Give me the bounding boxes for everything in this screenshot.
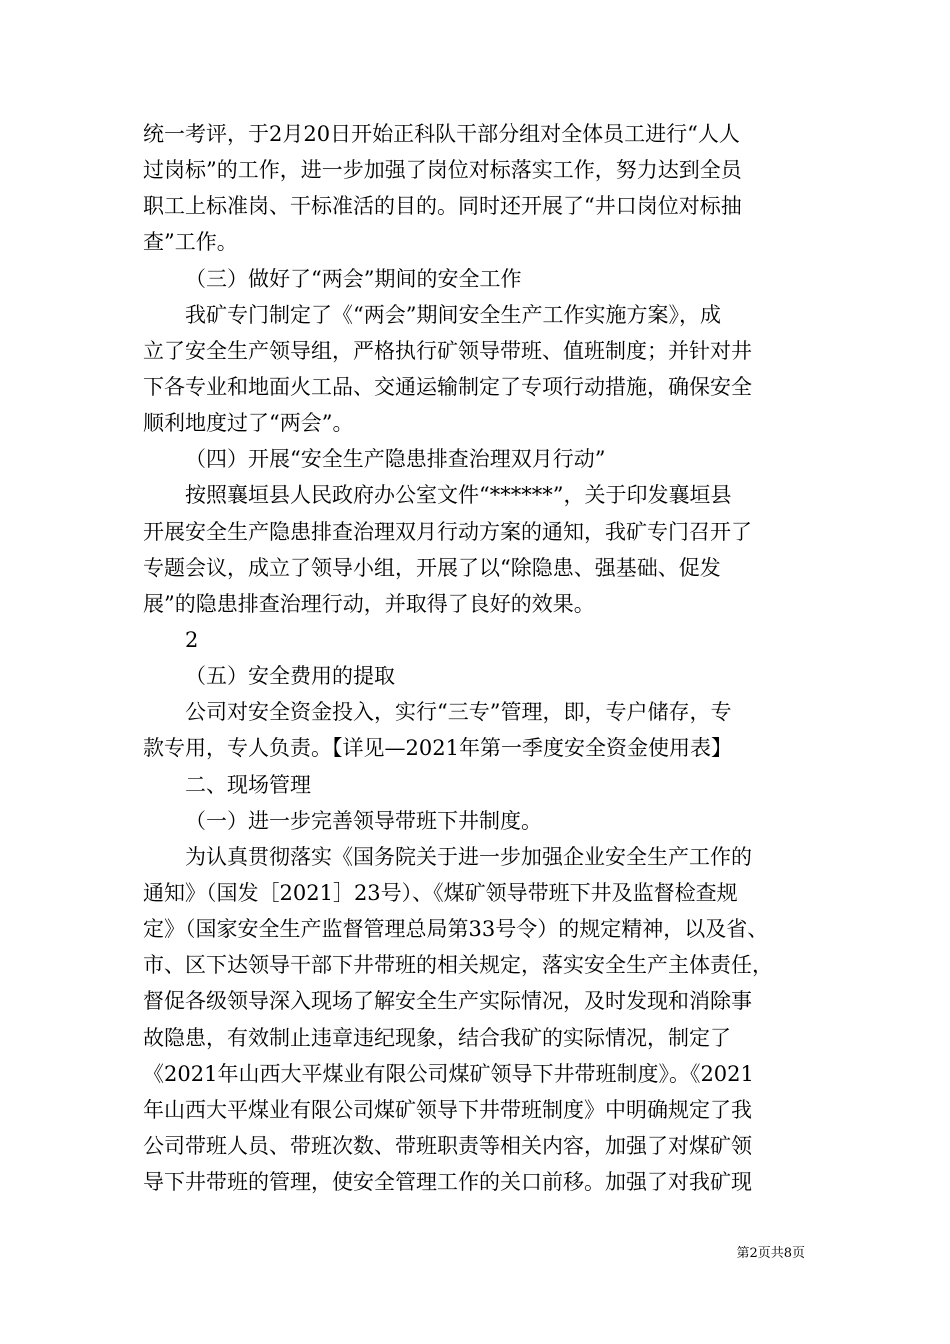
text-line: 我矿专门制定了《“两会”期间安全生产工作实施方案》，成: [185, 302, 721, 327]
text-line: 按照襄垣县人民政府办公室文件“******”，关于印发襄垣县: [185, 483, 732, 508]
document-body: [143, 116, 813, 1200]
text-line: 市、区下达领导干部下井带班的相关规定，落实安全生产主体责任，: [143, 953, 773, 978]
text-line: 公司对安全资金投入，实行“三专”管理，即，专户储存，专: [185, 700, 732, 725]
page-number: 第2页共8页: [736, 1246, 805, 1261]
text-line: 导下井带班的管理，使安全管理工作的关口前移。加强了对我矿现: [143, 1170, 752, 1195]
text-line: 公司带班人员、带班次数、带班职责等相关内容，加强了对煤矿领: [143, 1133, 752, 1158]
text-line: （五）安全费用的提取: [185, 664, 395, 689]
text-line: 故隐患，有效制止违章违纪现象，结合我矿的实际情况，制定了: [143, 1025, 731, 1050]
text-line: 查”工作。: [143, 230, 238, 255]
text-line: 为认真贯彻落实《国务院关于进一步加强企业安全生产工作的: [185, 844, 752, 869]
text-line: 二、现场管理: [185, 772, 311, 797]
text-line: 职工上标准岗、干标准活的目的。同时还开展了“井口岗位对标抽: [143, 194, 742, 219]
text-line: 展”的隐患排查治理行动，并取得了良好的效果。: [143, 591, 595, 616]
text-line: 立了安全生产领导组，严格执行矿领导带班、值班制度；并针对井: [143, 338, 752, 363]
text-line: 专题会议，成立了领导小组，开展了以“除隐患、强基础、促发: [143, 555, 721, 580]
text-line: 通知》（国发［2021］23号）、《煤矿领导带班下井及监督检查规: [143, 880, 738, 905]
text-line: 2: [185, 627, 199, 652]
text-line: 统一考评，于2月20日开始正科队干部分组对全体员工进行“人人: [143, 122, 740, 146]
text-line: 年山西大平煤业有限公司煤矿领导下井带班制度》中明确规定了我: [143, 1097, 752, 1122]
text-line: 款专用，专人负责。【详见—2021年第一季度安全资金使用表】: [143, 736, 732, 761]
text-line: 《2021年山西大平煤业有限公司煤矿领导下井带班制度》。《2021: [143, 1061, 754, 1086]
text-line: 下各专业和地面火工品、交通运输制定了专项行动措施，确保安全: [143, 374, 752, 399]
text-line: （三）做好了“两会”期间的安全工作: [185, 266, 522, 291]
text-line: （一）进一步完善领导带班下井制度。: [185, 808, 542, 833]
text-line: （四）开展“安全生产隐患排查治理双月行动”: [185, 447, 606, 472]
text-line: 过岗标”的工作，进一步加强了岗位对标落实工作，努力达到全员: [143, 158, 742, 183]
text-line: 定》（国家安全生产监督管理总局第33号令）的规定精神，以及省、: [143, 917, 769, 942]
text-line: 顺利地度过了“两会”。: [143, 411, 354, 436]
text-line: 开展安全生产隐患排查治理双月行动方案的通知，我矿专门召开了: [143, 519, 752, 544]
text-line: 督促各级领导深入现场了解安全生产实际情况，及时发现和消除事: [143, 989, 752, 1014]
